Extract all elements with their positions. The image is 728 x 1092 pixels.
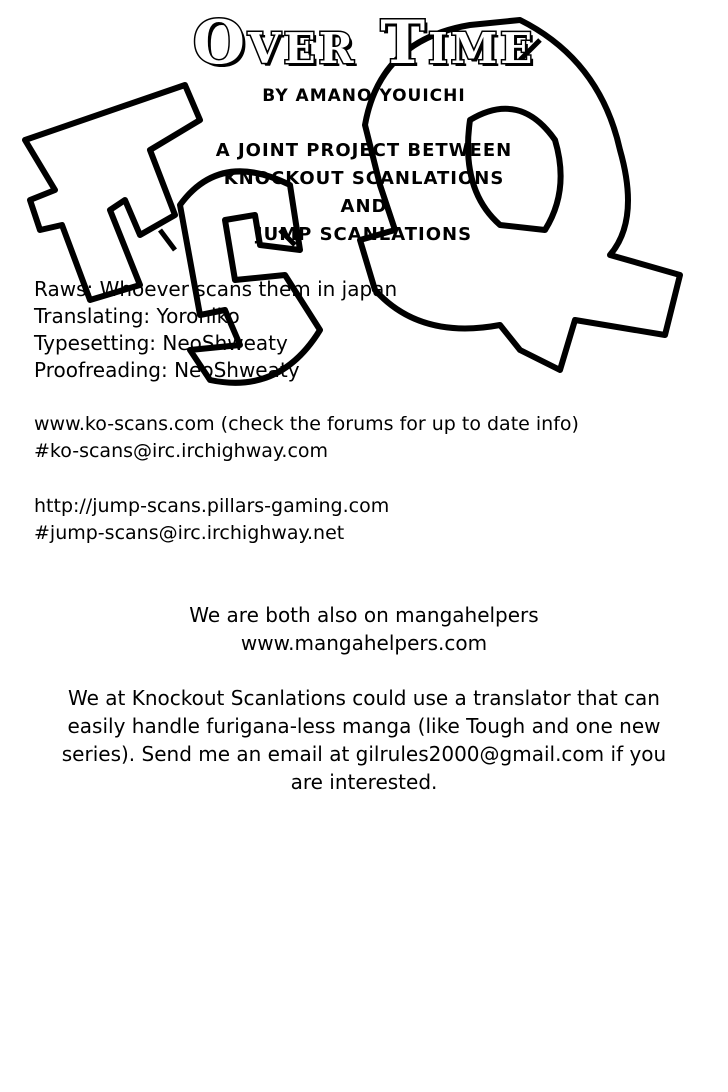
project-line-1: A JOINT PROJECT BETWEEN — [215, 140, 513, 161]
recruit-note — [30, 684, 698, 796]
ko-website-link[interactable]: www.ko-scans.com (check the forums for up to date info) — [34, 413, 579, 435]
jump-irc-channel: #jump-scans@irc.irchighway.net — [34, 522, 345, 544]
jump-links — [34, 493, 389, 547]
recruit-line-3: series). Send me an email at gilrules2000@gmail.com if you — [61, 742, 667, 766]
project-line-2: KNOCKOUT SCANLATIONS — [223, 168, 505, 189]
logo-letter-left — [25, 85, 200, 300]
ko-irc-channel: #ko-scans@irc.irchighway.com — [34, 440, 329, 462]
credit-translating: Translating: Yoroniko — [34, 304, 240, 328]
recruit-line-1: We at Knockout Scanlations could use a translator that can — [68, 686, 660, 710]
project-line-4: JUMP SCANLATIONS — [255, 224, 473, 245]
page-title: Over Time — [192, 8, 536, 78]
credit-proofreading: Proofreading: NeoShweaty — [34, 358, 300, 382]
mangahelpers-text: We are both also on mangahelpers — [189, 603, 539, 627]
credit-typesetting: Typesetting: NeoShweaty — [34, 331, 288, 355]
jump-website-link[interactable]: http://jump-scans.pillars-gaming.com — [34, 495, 390, 517]
recruit-line-2: easily handle furigana-less manga (like Tough and one new — [67, 714, 661, 738]
ko-links — [34, 411, 579, 465]
credits-list — [34, 276, 397, 384]
project-line-3: AND — [340, 196, 388, 217]
recruit-line-4: are interested. — [290, 770, 438, 794]
credit-raws: Raws: Whoever scans them in japan — [34, 277, 398, 301]
byline: BY AMANO YOUICHI — [262, 86, 466, 106]
mangahelpers-note — [30, 601, 698, 657]
mangahelpers-link[interactable]: www.mangahelpers.com — [240, 631, 488, 655]
